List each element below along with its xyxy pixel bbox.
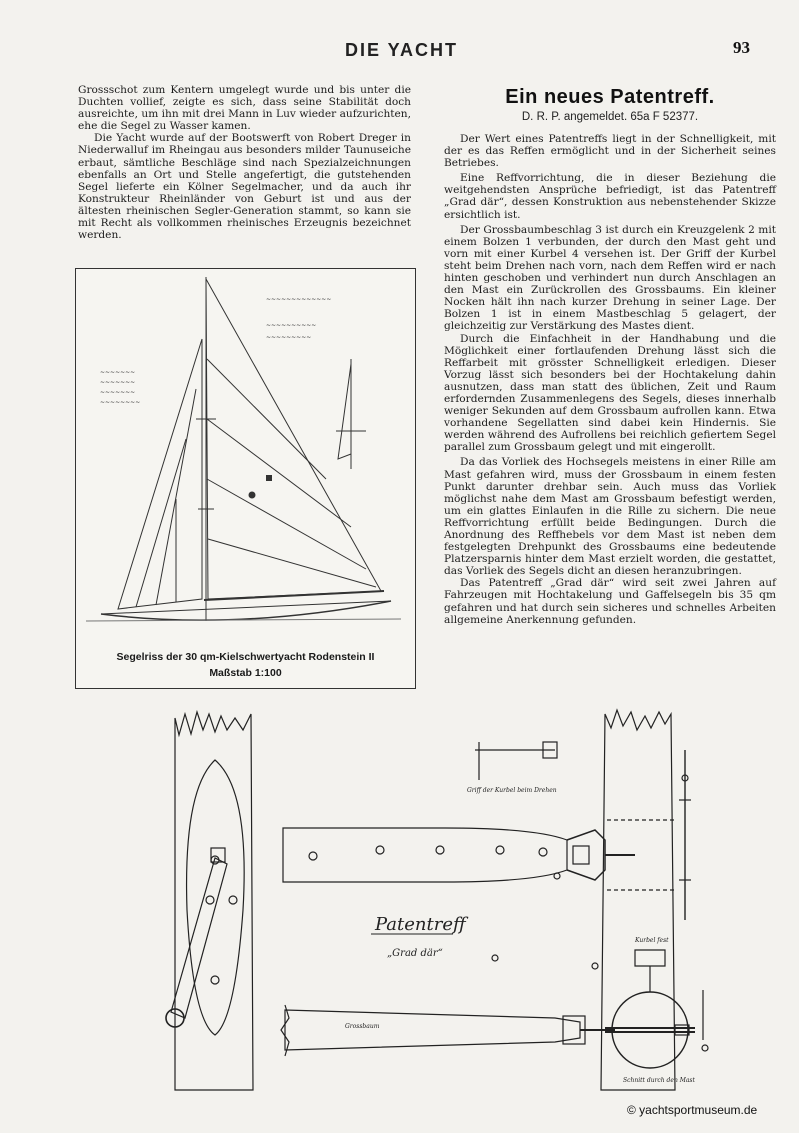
article-paragraph-5: Da das Vorliek des Hochsegels meistens in einer Rille am Mast gefahren wird, muss der Grossbaum in einem festen Punkt darunter drehbar sein. Auch muss das Vorliek möglichst nahe dem Mast am Grossbaum befestigt werden, um ein glattes Einlaufen in die Rille zu sichern. Die neue Reffvorrichtung erfüllt beide Bedingungen. Durch die Anordnung des Reffhebels vor dem Mast ist neben dem festgelegten Drehpunkt des Grossbaums eine bedeutende Platzersparnis hinter dem Mast erzielt worden, die gestattet, das Vorliek des Segels dicht an diesen heranzubringen. (444, 456, 776, 578)
svg-text:~~~~~~~: ~~~~~~~ (100, 369, 136, 376)
sail-plan-figure (75, 268, 416, 689)
label-schnitt: Schnitt durch den Mast (623, 1077, 695, 1084)
article-title: Ein neues Patentreff. (505, 86, 715, 108)
article-paragraph-1: Der Wert eines Patentreffs liegt in der Schnelligkeit, mit der es das Reffen ermöglicht und in der Sicherheit seines Betriebes. (444, 133, 776, 170)
svg-text:~~~~~~~: ~~~~~~~ (100, 389, 136, 396)
sail-plan-drawing (76, 269, 415, 644)
left-column (78, 84, 411, 241)
article-paragraph-2: Eine Reffvorrichtung, die in dieser Beziehung die weitgehendsten Ansprüche befriedigt, ist das Patentreff „Grad där“, dessen Konstruktion aus nebenstehender Skizze ersichtlich ist. (444, 172, 776, 221)
mast-section-circle (612, 992, 688, 1068)
boom-top-view (283, 828, 567, 882)
label-griff: Griff der Kurbel beim Drehen (467, 787, 557, 794)
label-kurbel: Kurbel fest (635, 937, 669, 944)
svg-text:~~~~~~~~: ~~~~~~~~ (100, 399, 141, 406)
drawing-subtitle: „Grad där“ (387, 948, 443, 959)
figure-caption: Segelriss der 30 qm-Kielschwertyacht Rodenstein II (116, 651, 375, 663)
svg-text:~~~~~~~: ~~~~~~~ (100, 379, 136, 386)
article-subtitle: D. R. P. angemeldet. 65a F 52377. (521, 111, 699, 123)
reef-mechanism-svg (75, 700, 735, 1100)
article-paragraph-3: Der Grossbaumbeschlag 3 ist durch ein Kreuzgelenk 2 mit einem Bolzen 1 verbunden, der durch den Mast geht und vorn mit einer Kurbel 4 versehen ist. Der Griff der Kurbel steht beim Drehen nach vorn, nach dem Reffen wird er nach hinten geschoben und verhindert nun durch Anschlagen an den Mast ein Zurückrollen des Grossbaums. Ein kleiner Nocken hält ihn nach kurzer Drehung in seiner Lage. Der Bolzen 1 ist in einem Mastbeschlag 5 gelagert, der gleichzeitig zur Verstärkung des Mastes dient. (444, 223, 776, 333)
sail-plan-note-1: ~~~~~~~~~~~~~ (266, 296, 332, 303)
hull-outline (101, 601, 391, 620)
crank-lever (171, 858, 227, 1018)
drawing-title: Patentreff (375, 914, 466, 935)
article-paragraph-4: Durch die Einfachheit in der Handhabung und die Möglichkeit einer fortlaufenden Drehung lässt sich die Reffarbeit mit grösster Schnelligkeit erledigen. Dieser Vorzug lässt sich besonders bei der Hochtakelung dahin ausnutzen, dass man statt des üblichen, Zeit und Raum erfordernden Zusammenlegens des Segels, dieses innerhalb weniger Sekunden auf dem Grossbaum aufrollen kann. Etwa vorhandene Segellatten sind dabei kein Hindernis. Sie werden während des Aufrollens bei reichlich gefiertem Segel parallel zum Grossbaum gelegt und mit eingerollt. (444, 332, 776, 454)
running-title: DIE YACHT (345, 40, 459, 60)
label-grossbaum: Grossbaum (345, 1023, 380, 1030)
article-paragraph-6: Das Patentreff „Grad där“ wird seit zwei Jahren auf Fahrzeugen mit Hochtakelung und Gaffelsegeln bis 35 qm gefahren und hat durch sein sicheres und schnelles Arbeiten allgemeine Anerkennung gefunden. (444, 577, 776, 626)
watermark: © yachtsportmuseum.de (627, 1103, 758, 1117)
figure-scale: Maßstab 1:100 (209, 667, 282, 679)
page-number: 93 (733, 38, 750, 57)
sail-plan-note-3: ~~~~~~~~~ (266, 334, 312, 341)
left-paragraph-2: Die Yacht wurde auf der Bootswerft von Robert Dreger in Niederwalluf im Rheingau aus besonders milder Taunuseiche erbaut, sämtliche Beschläge sind nach Spezialzeichnungen ebenfalls an Ort und Stelle angefertigt, die gutstehenden Segel lieferte ein Kölner Segelmacher, und da auch ihr Konstrukteur Rheinländer von Geburt ist und aus der ältesten rheinischen Segler-Generation stammt, so kann sie mit Recht als vollkommen rheinisches Erzeugnis bezeichnet werden. (78, 132, 411, 242)
left-paragraph-1: Grossschot zum Kentern umgelegt wurde und bis unter die Duchten vollief, zeigte es sich, dass seine Stabilität doch ausreichte, um ihn mit drei Mann in Luv wieder aufzurichten, ehe die Segel zu Wasser kamen. (78, 84, 411, 133)
page-header (0, 38, 799, 68)
boom-side-view (285, 1010, 580, 1050)
article-column (444, 84, 776, 626)
sail-plan-note-2: ~~~~~~~~~~ (266, 322, 317, 329)
patent-reef-drawing (75, 700, 735, 1100)
